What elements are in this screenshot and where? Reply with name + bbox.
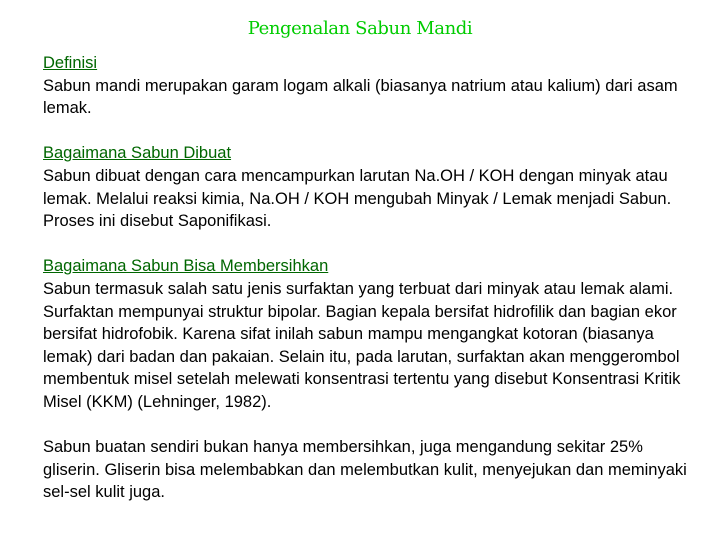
section-definisi [43,52,693,120]
content-body [43,52,693,526]
section-text-membersihkan: Sabun termasuk salah satu jenis surfaktan yang terbuat dari minyak atau lemak alami. Surfaktan mempunyai struktur bipolar. Bagian kepala bersifat hidrofilik dan bagian ekor bersifat hidrofobik. Karena sifat inilah sabun mampu mengangkat kotoran (biasanya lemak) dari badan dan pakaian. Selain itu, pada larutan, surfaktan akan menggerombol membentuk misel setelah melewati konsentrasi tertentu yang disebut Konsentrasi Kritik Misel (KKM) (Lehninger, 1982). [43,279,681,411]
section-heading-definisi[interactable]: Definisi [43,54,98,72]
section-text-gliserin: Sabun buatan sendiri bukan hanya membersihkan, juga mengandung sekitar 25% gliserin. Gliserin bisa melembabkan dan melembutkan kulit, menyejukan dan meminyaki sel-sel kulit juga. [43,438,687,502]
section-heading-membersihkan[interactable]: Bagaimana Sabun Bisa Membersihkan [43,257,329,276]
section-pembuatan [43,142,693,232]
section-membersihkan [43,255,693,413]
page-title: Pengenalan Sabun Mandi [247,18,473,39]
section-text-pembuatan: Sabun dibuat dengan cara mencampurkan larutan Na.OH / KOH dengan minyak atau lemak. Melalui reaksi kimia, Na.OH / KOH mengubah Minyak / Lemak menjadi Sabun. Proses ini disebut Saponifikasi. [43,166,672,231]
section-text-definisi: Sabun mandi merupakan garam logam alkali (biasanya natrium atau kalium) dari asam lemak. [43,76,678,118]
section-gliserin [43,436,693,504]
section-heading-pembuatan[interactable]: Bagaimana Sabun Dibuat [43,144,232,163]
